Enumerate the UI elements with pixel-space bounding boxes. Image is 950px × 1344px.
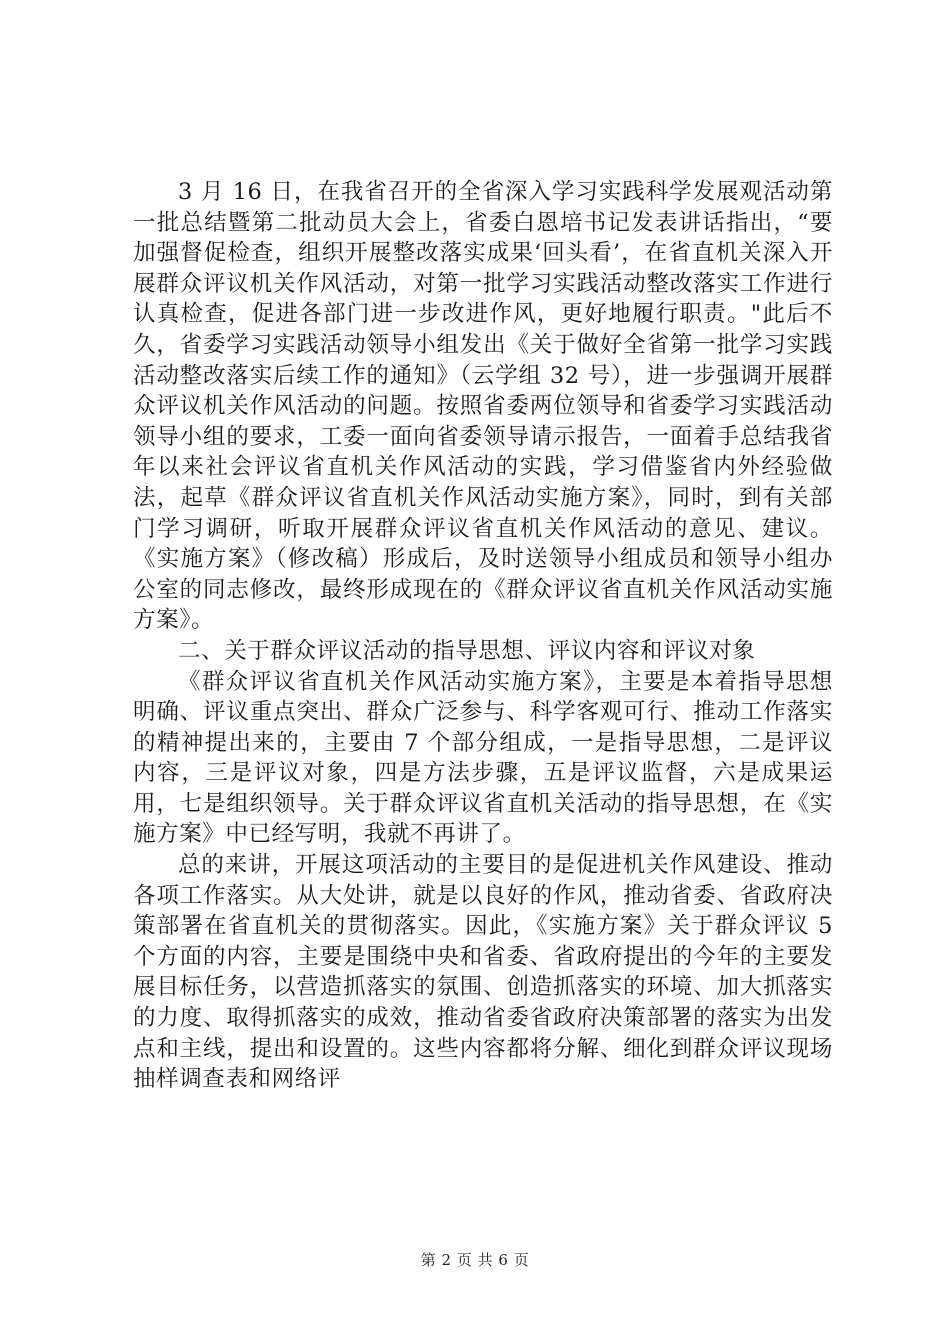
document-body [133,177,833,1095]
section-heading: 二、关于群众评议活动的指导思想、评议内容和评议对象 [178,637,756,664]
paragraph-plan-structure: 《群众评议省直机关作风活动实施方案》，主要是本着指导思想明确、评议重点突出、群众广泛参与、科学客观可行、推动工作落实的精神提出来的，主要由 7 个部分组成，一是指导思想，二是评议内容，三是评议对象，四是方法步骤，五是评议监督，六是成果运用，七是组织领导。关于群众评议省直机关活动的指导思想，在《实施方案》中已经写明，我就不再讲了。 [133,668,833,848]
page-number-footer: 第 2 页 共 6 页 [420,1251,530,1269]
paragraph-evaluation-content: 总的来讲，开展这项活动的主要目的是促进机关作风建设、推动各项工作落实。从大处讲，就是以良好的作风，推动省委、省政府决策部署在省直机关的贯彻落实。因此，《实施方案》关于群众评议 5 个方面的内容，主要是围绕中央和省委、省政府提出的今年的主要发展目标任务，以营造抓落实的氛围、创造抓落实的环境、加大抓落实的力度、取得抓落实的成效，推动省委省政府决策部署的落实为出发点和主线，提出和设置的。这些内容都将分解、细化到群众评议现场抽样调查表和网络评 [133,852,833,1093]
paragraph-background: 3 月 16 日，在我省召开的全省深入学习实践科学发展观活动第一批总结暨第二批动员大会上，省委白恩培书记发表讲话指出，“要加强督促检查，组织开展整改落实成果‘回头看’，在省直机关深入开展群众评议机关作风活动，对第一批学习实践活动整改落实工作进行认真检查，促进各部门进一步改进作风，更好地履行职责。"此后不久，省委学习实践活动领导小组发出《关于做好全省第一批学习实践活动整改落实后续工作的通知》（云学组 32 号），进一步强调开展群众评议机关作风活动的问题。按照省委两位领导和省委学习实践活动领导小组的要求，工委一面向省委领导请示报告，一面着手总结我省年以来社会评议省直机关作风活动的实践，学习借鉴省内外经验做法，起草《群众评议省直机关作风活动实施方案》，同时，到有关部门学习调研，听取开展群众评议省直机关作风活动的意见、建议。《实施方案》（修改稿）形成后，及时送领导小组成员和领导小组办公室的同志修改，最终形成现在的《群众评议省直机关作风活动实施方案》。 [133,179,833,634]
